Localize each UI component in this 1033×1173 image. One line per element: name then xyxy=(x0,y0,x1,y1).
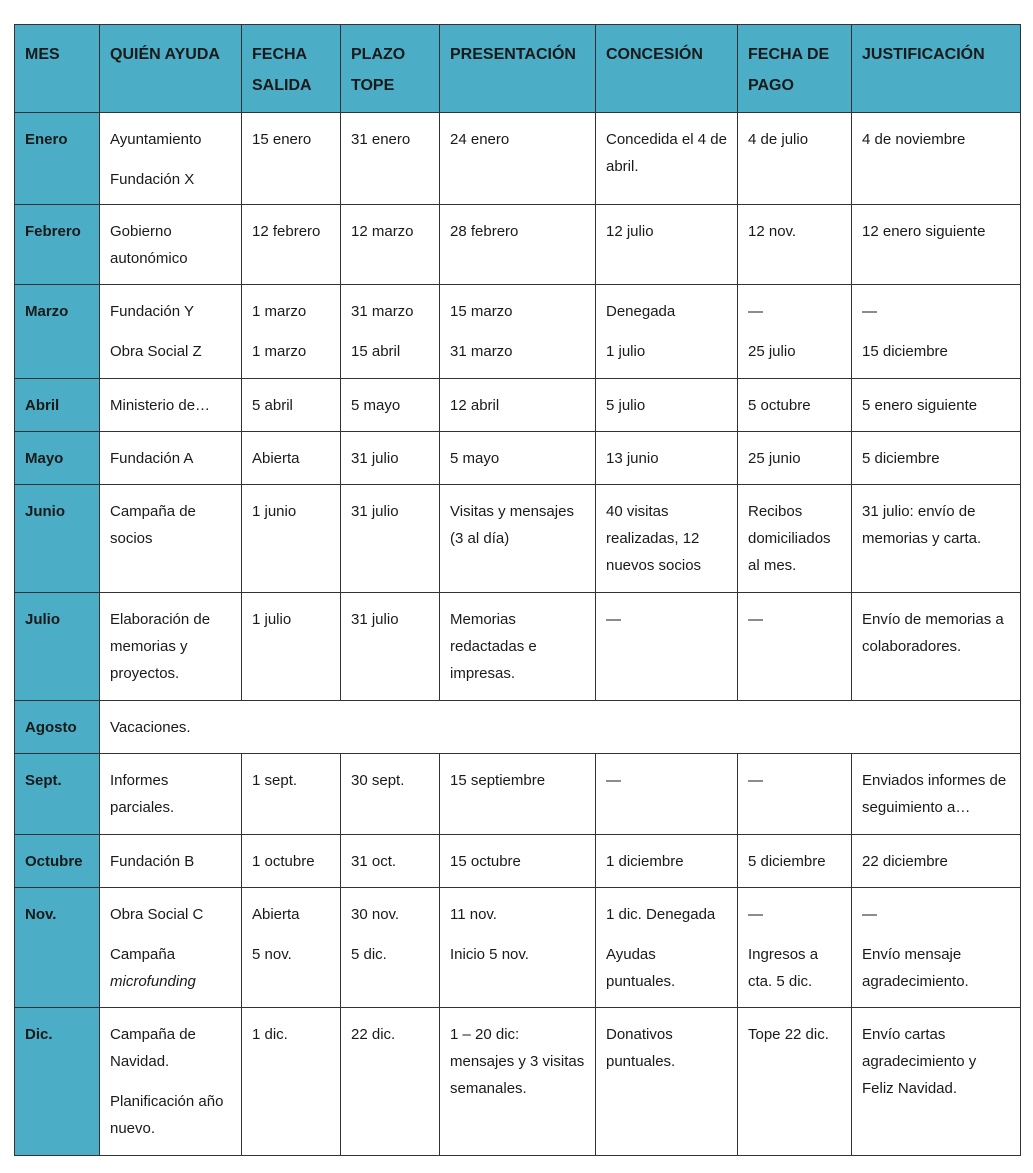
table-cell xyxy=(852,754,1021,835)
table-cell xyxy=(440,205,596,285)
cell-line: 5 diciembre xyxy=(862,450,940,467)
table-cell xyxy=(852,1008,1021,1156)
column-header-presentacion: PRESENTACIÓN xyxy=(440,25,596,113)
table-row xyxy=(15,835,1021,888)
cell-line: 28 febrero xyxy=(450,223,519,240)
cell-line: 31 julio xyxy=(351,450,399,467)
table-cell xyxy=(596,432,738,485)
cell-line: 5 mayo xyxy=(450,450,500,467)
cell-line: 15 septiembre xyxy=(450,772,546,789)
cell-line: Campaña de Navidad. xyxy=(110,1026,196,1070)
table-cell xyxy=(852,432,1021,485)
cell-line: 1 dic. Denegada xyxy=(606,906,716,923)
table-cell xyxy=(100,285,242,379)
cell-line: — xyxy=(748,906,763,923)
column-header-concesion: CONCESIÓN xyxy=(596,25,738,113)
cell-line: 12 marzo xyxy=(351,223,414,240)
cell-line: 1 octubre xyxy=(252,853,315,870)
cell-line: 24 enero xyxy=(450,131,510,148)
cell-line: Ingresos a cta. 5 dic. xyxy=(748,946,819,990)
column-header-mes: MES xyxy=(15,25,100,113)
table-cell xyxy=(596,379,738,432)
cell-line: Memorias redactadas e impresas. xyxy=(450,611,537,682)
cell-line: 1 julio xyxy=(606,343,646,360)
table-cell xyxy=(852,593,1021,701)
table-cell xyxy=(596,888,738,1008)
table-cell xyxy=(341,888,440,1008)
table-cell xyxy=(852,205,1021,285)
cell-line: Concedida el 4 de abril. xyxy=(606,131,727,175)
cell-line: Envío de memorias a colaboradores. xyxy=(862,611,1004,655)
table-cell xyxy=(440,113,596,205)
table-cell xyxy=(738,205,852,285)
table-cell xyxy=(242,485,341,593)
table-row xyxy=(15,754,1021,835)
table-cell xyxy=(341,835,440,888)
month-cell: Mayo xyxy=(15,432,100,485)
month-cell: Sept. xyxy=(15,754,100,835)
table-cell xyxy=(852,485,1021,593)
column-header-quien-ayuda: QUIÉN AYUDA xyxy=(100,25,242,113)
table-cell xyxy=(596,835,738,888)
table-cell xyxy=(596,593,738,701)
table-cell xyxy=(596,205,738,285)
cell-line: Fundación X xyxy=(110,171,195,188)
cell-line: Visitas y mensajes (3 al día) xyxy=(450,503,574,547)
table-cell xyxy=(242,113,341,205)
column-header-fecha-salida: FECHA SALIDA xyxy=(242,25,341,113)
cell-line: 15 abril xyxy=(351,343,401,360)
table-cell xyxy=(852,888,1021,1008)
cell-line: 31 julio: envío de memorias y carta. xyxy=(862,503,982,547)
cell-line: Obra Social Z xyxy=(110,343,202,360)
month-cell: Dic. xyxy=(15,1008,100,1156)
cell-line: 5 enero siguiente xyxy=(862,397,978,414)
table-cell xyxy=(242,1008,341,1156)
table-cell xyxy=(341,593,440,701)
table-cell xyxy=(100,593,242,701)
table-cell xyxy=(738,285,852,379)
table-cell xyxy=(242,593,341,701)
table-cell xyxy=(440,379,596,432)
table-cell xyxy=(440,593,596,701)
table-cell xyxy=(596,485,738,593)
cell-line: Donativos puntuales. xyxy=(606,1026,676,1070)
cell-line: Ayudas puntuales. xyxy=(606,946,676,990)
cell-line: Envío cartas agradecimiento y Feliz Navidad. xyxy=(862,1026,977,1097)
table-row xyxy=(15,285,1021,379)
table-cell xyxy=(852,835,1021,888)
cell-line: 12 enero siguiente xyxy=(862,223,986,240)
table-row xyxy=(15,113,1021,205)
table-cell xyxy=(596,1008,738,1156)
table-cell xyxy=(341,379,440,432)
cell-line: Obra Social C xyxy=(110,906,204,923)
cell-line: Recibos domiciliados al mes. xyxy=(748,503,831,574)
table-cell xyxy=(440,835,596,888)
cell-line: Informes parciales. xyxy=(110,772,175,816)
cell-line: 12 nov. xyxy=(748,223,797,240)
month-cell: Nov. xyxy=(15,888,100,1008)
table-cell xyxy=(738,593,852,701)
cell-line: 22 diciembre xyxy=(862,853,948,870)
cell-line: — xyxy=(862,906,877,923)
cell-line: 1 marzo xyxy=(252,343,307,360)
cell-line: 5 dic. xyxy=(351,946,387,963)
table-cell xyxy=(341,754,440,835)
table-row xyxy=(15,701,1021,754)
cell-line: 31 julio xyxy=(351,503,399,520)
cell-line: 22 dic. xyxy=(351,1026,396,1043)
cell-line: 12 julio xyxy=(606,223,654,240)
cell-text-italic: microfunding xyxy=(110,973,196,990)
cell-line: 5 julio xyxy=(606,397,646,414)
cell-line: 5 mayo xyxy=(351,397,401,414)
table-cell xyxy=(242,379,341,432)
month-cell: Febrero xyxy=(15,205,100,285)
month-cell: Octubre xyxy=(15,835,100,888)
table-cell xyxy=(738,113,852,205)
cell-line: 30 nov. xyxy=(351,906,400,923)
cell-line: 31 marzo xyxy=(450,343,513,360)
table-cell xyxy=(100,1008,242,1156)
table-cell xyxy=(100,485,242,593)
table-cell xyxy=(242,285,341,379)
cell-line: 12 abril xyxy=(450,397,500,414)
cell-line: 5 nov. xyxy=(252,946,292,963)
cell-line: 31 marzo xyxy=(351,303,414,320)
cell-line: — xyxy=(748,772,763,789)
table-row xyxy=(15,593,1021,701)
month-cell: Julio xyxy=(15,593,100,701)
table-cell xyxy=(440,432,596,485)
table-cell xyxy=(596,113,738,205)
table-cell xyxy=(100,379,242,432)
table-cell xyxy=(440,888,596,1008)
month-cell: Marzo xyxy=(15,285,100,379)
table-row xyxy=(15,432,1021,485)
table-cell xyxy=(242,205,341,285)
cell-line: 1 julio xyxy=(252,611,292,628)
table-cell xyxy=(738,432,852,485)
cell-line: Planificación año nuevo. xyxy=(110,1093,224,1137)
cell-line: 40 visitas realizadas, 12 nuevos socios xyxy=(606,503,702,574)
cell-line: 13 junio xyxy=(606,450,659,467)
cell-line: Abierta xyxy=(252,450,300,467)
table-cell xyxy=(100,835,242,888)
cell-line: Elaboración de memorias y proyectos. xyxy=(110,611,211,682)
month-cell: Abril xyxy=(15,379,100,432)
table-cell xyxy=(341,1008,440,1156)
cell-line: — xyxy=(606,772,621,789)
table-cell xyxy=(852,285,1021,379)
month-cell: Junio xyxy=(15,485,100,593)
cell-line: 1 diciembre xyxy=(606,853,684,870)
cell-line: Fundación A xyxy=(110,450,194,467)
table-cell xyxy=(440,1008,596,1156)
cell-line: — xyxy=(748,303,763,320)
cell-line: 1 junio xyxy=(252,503,297,520)
table-cell xyxy=(100,888,242,1008)
cell-line: 31 enero xyxy=(351,131,411,148)
cell-line: 1 sept. xyxy=(252,772,298,789)
table-cell xyxy=(341,432,440,485)
cell-line: 15 marzo xyxy=(450,303,513,320)
cell-line: 1 dic. xyxy=(252,1026,288,1043)
table-row xyxy=(15,888,1021,1008)
cell-line: Enviados informes de seguimiento a… xyxy=(862,772,1007,816)
cell-line: 5 octubre xyxy=(748,397,811,414)
cell-line: 15 octubre xyxy=(450,853,521,870)
cell-line: 1 – 20 dic: mensajes y 3 visitas semanales. xyxy=(450,1026,585,1097)
cell-line: Ministerio de… xyxy=(110,397,211,414)
table-cell xyxy=(242,432,341,485)
table-cell xyxy=(738,888,852,1008)
cell-line: 25 julio xyxy=(748,343,796,360)
cell-line: 11 nov. xyxy=(450,906,497,923)
cell-line xyxy=(110,941,231,995)
table-cell xyxy=(242,888,341,1008)
table-row xyxy=(15,379,1021,432)
cell-line: Envío mensaje agradecimiento. xyxy=(862,946,969,990)
calendar-table xyxy=(14,24,1021,1156)
cell-line: Abierta xyxy=(252,906,300,923)
span-cell: Vacaciones. xyxy=(100,701,1021,754)
cell-line: 5 abril xyxy=(252,397,293,414)
cell-line: Fundación Y xyxy=(110,303,194,320)
table-cell xyxy=(738,485,852,593)
table-cell xyxy=(738,754,852,835)
cell-line: 12 febrero xyxy=(252,223,321,240)
table-cell xyxy=(341,113,440,205)
column-header-justificacion: JUSTIFICACIÓN xyxy=(852,25,1021,113)
month-cell: Enero xyxy=(15,113,100,205)
cell-line: Gobierno autonómico xyxy=(110,223,188,267)
column-header-plazo-tope: PLAZO TOPE xyxy=(341,25,440,113)
cell-line: Fundación B xyxy=(110,853,195,870)
cell-line: — xyxy=(748,611,763,628)
cell-line: 30 sept. xyxy=(351,772,405,789)
table-cell xyxy=(440,754,596,835)
cell-line: 1 marzo xyxy=(252,303,307,320)
month-cell: Agosto xyxy=(15,701,100,754)
cell-line: Tope 22 dic. xyxy=(748,1026,829,1043)
table-cell xyxy=(341,485,440,593)
table-row xyxy=(15,205,1021,285)
cell-line: 4 de julio xyxy=(748,131,809,148)
cell-line: 15 diciembre xyxy=(862,343,948,360)
cell-line: 15 enero xyxy=(252,131,312,148)
table-cell xyxy=(596,754,738,835)
table-cell xyxy=(738,835,852,888)
cell-line: Ayuntamiento xyxy=(110,131,202,148)
table-cell xyxy=(341,285,440,379)
table-cell xyxy=(100,754,242,835)
table-cell xyxy=(242,754,341,835)
table-cell xyxy=(738,379,852,432)
table-cell xyxy=(440,485,596,593)
table-row xyxy=(15,485,1021,593)
cell-line: — xyxy=(862,303,877,320)
table-cell xyxy=(440,285,596,379)
cell-line: — xyxy=(606,611,621,628)
table-cell xyxy=(341,205,440,285)
table-cell xyxy=(100,432,242,485)
cell-line: 31 julio xyxy=(351,611,399,628)
table-cell xyxy=(100,113,242,205)
header-row xyxy=(15,25,1021,113)
cell-line: Inicio 5 nov. xyxy=(450,946,529,963)
table-row xyxy=(15,1008,1021,1156)
cell-line: 25 junio xyxy=(748,450,801,467)
cell-line: 4 de noviembre xyxy=(862,131,966,148)
column-header-fecha-de-pago: FECHA DE PAGO xyxy=(738,25,852,113)
table-cell xyxy=(852,379,1021,432)
cell-line: Campaña de socios xyxy=(110,503,196,547)
cell-line: Denegada xyxy=(606,303,676,320)
cell-line: 5 diciembre xyxy=(748,853,826,870)
table-cell xyxy=(242,835,341,888)
cell-line: 31 oct. xyxy=(351,853,397,870)
table-cell xyxy=(738,1008,852,1156)
table-cell xyxy=(596,285,738,379)
table-body xyxy=(15,113,1021,1156)
table-cell xyxy=(100,205,242,285)
table-cell xyxy=(852,113,1021,205)
cell-text: Campaña xyxy=(110,946,176,963)
